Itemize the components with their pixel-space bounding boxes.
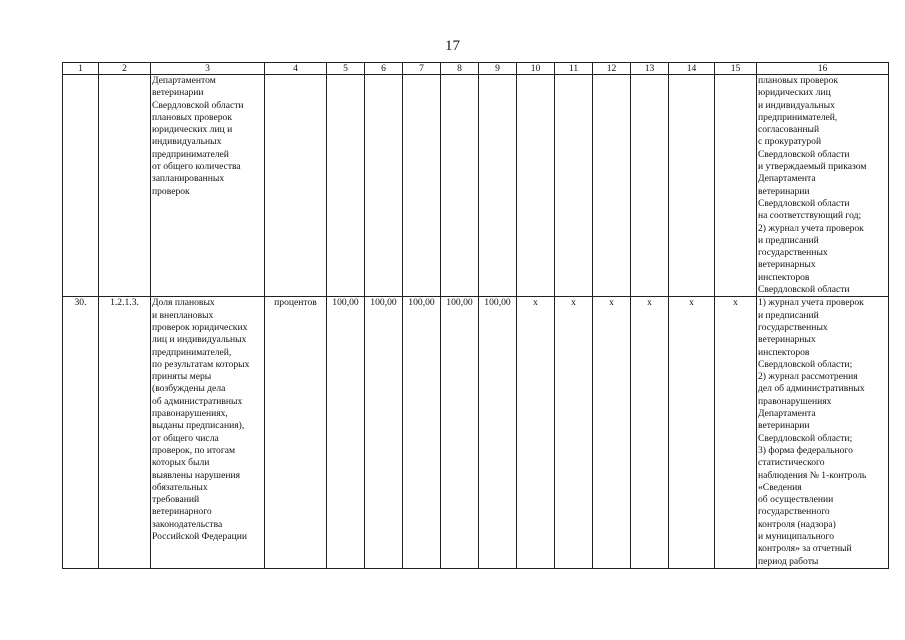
value-cell: [669, 75, 715, 297]
source-cell: 1) журнал учета проверок и предписаний государственных ветеринарных инспекторов Свердловской области; 2) журнал рассмотрения дел об административных правонарушениях Департамента ветеринарии Свердловской области; 3) форма федерального статистического наблюдения № 1-контроль «Сведения об осуществлении государственного контроля (надзора) и муниципального контроля» за отчетный период работы: [757, 297, 889, 569]
row-number-cell: [63, 75, 99, 297]
header-cell: 3: [151, 63, 265, 75]
value-cell: х: [555, 297, 593, 569]
value-cell: х: [715, 297, 757, 569]
header-cell: 7: [403, 63, 441, 75]
value-cell: [517, 75, 555, 297]
indicator-table: [62, 62, 889, 569]
value-cell: 100,00: [441, 297, 479, 569]
value-cell: 100,00: [327, 297, 365, 569]
header-cell: 13: [631, 63, 669, 75]
value-cell: [479, 75, 517, 297]
header-cell: 9: [479, 63, 517, 75]
item-code-cell: 1.2.1.3.: [99, 297, 151, 569]
value-cell: х: [631, 297, 669, 569]
header-cell: 6: [365, 63, 403, 75]
header-cell: 10: [517, 63, 555, 75]
value-cell: [365, 75, 403, 297]
value-cell: 100,00: [479, 297, 517, 569]
value-cell: [631, 75, 669, 297]
source-cell: плановых проверок юридических лиц и индивидуальных предпринимателей, согласованный с прокуратурой Свердловской области и утверждаемый приказом Департамента ветеринарии Свердловской области на соответствующий год; 2) журнал учета проверок и предписаний государственных ветеринарных инспекторов Свердловской области: [757, 75, 889, 297]
value-cell: 100,00: [365, 297, 403, 569]
header-cell: 8: [441, 63, 479, 75]
page-number: 17: [445, 38, 460, 54]
header-cell: 4: [265, 63, 327, 75]
unit-cell: [265, 75, 327, 297]
row-number-cell: 30.: [63, 297, 99, 569]
header-cell: 15: [715, 63, 757, 75]
header-cell: 14: [669, 63, 715, 75]
value-cell: х: [669, 297, 715, 569]
item-code-cell: [99, 75, 151, 297]
indicator-name-cell: Департаментом ветеринарии Свердловской области плановых проверок юридических лиц и индивидуальных предпринимателей от общего количества запланированных проверок: [151, 75, 265, 297]
table-row: [63, 297, 889, 569]
value-cell: [327, 75, 365, 297]
value-cell: 100,00: [403, 297, 441, 569]
table-header-row: [63, 63, 889, 75]
header-cell: 1: [63, 63, 99, 75]
value-cell: [555, 75, 593, 297]
indicator-name-cell: Доля плановых и внеплановых проверок юридических лиц и индивидуальных предпринимателей, по результатам которых приняты меры (возбуждены дела об административных правонарушениях, выданы предписания), от общего числа проверок, по итогам которых были выявлены нарушения обязательных требований ветеринарного законодательства Российской Федерации: [151, 297, 265, 569]
header-cell: 2: [99, 63, 151, 75]
value-cell: [593, 75, 631, 297]
value-cell: х: [517, 297, 555, 569]
value-cell: [403, 75, 441, 297]
value-cell: [441, 75, 479, 297]
value-cell: х: [593, 297, 631, 569]
header-cell: 11: [555, 63, 593, 75]
unit-cell: процентов: [265, 297, 327, 569]
value-cell: [715, 75, 757, 297]
header-cell: 16: [757, 63, 889, 75]
header-cell: 12: [593, 63, 631, 75]
table-row: [63, 75, 889, 297]
header-cell: 5: [327, 63, 365, 75]
